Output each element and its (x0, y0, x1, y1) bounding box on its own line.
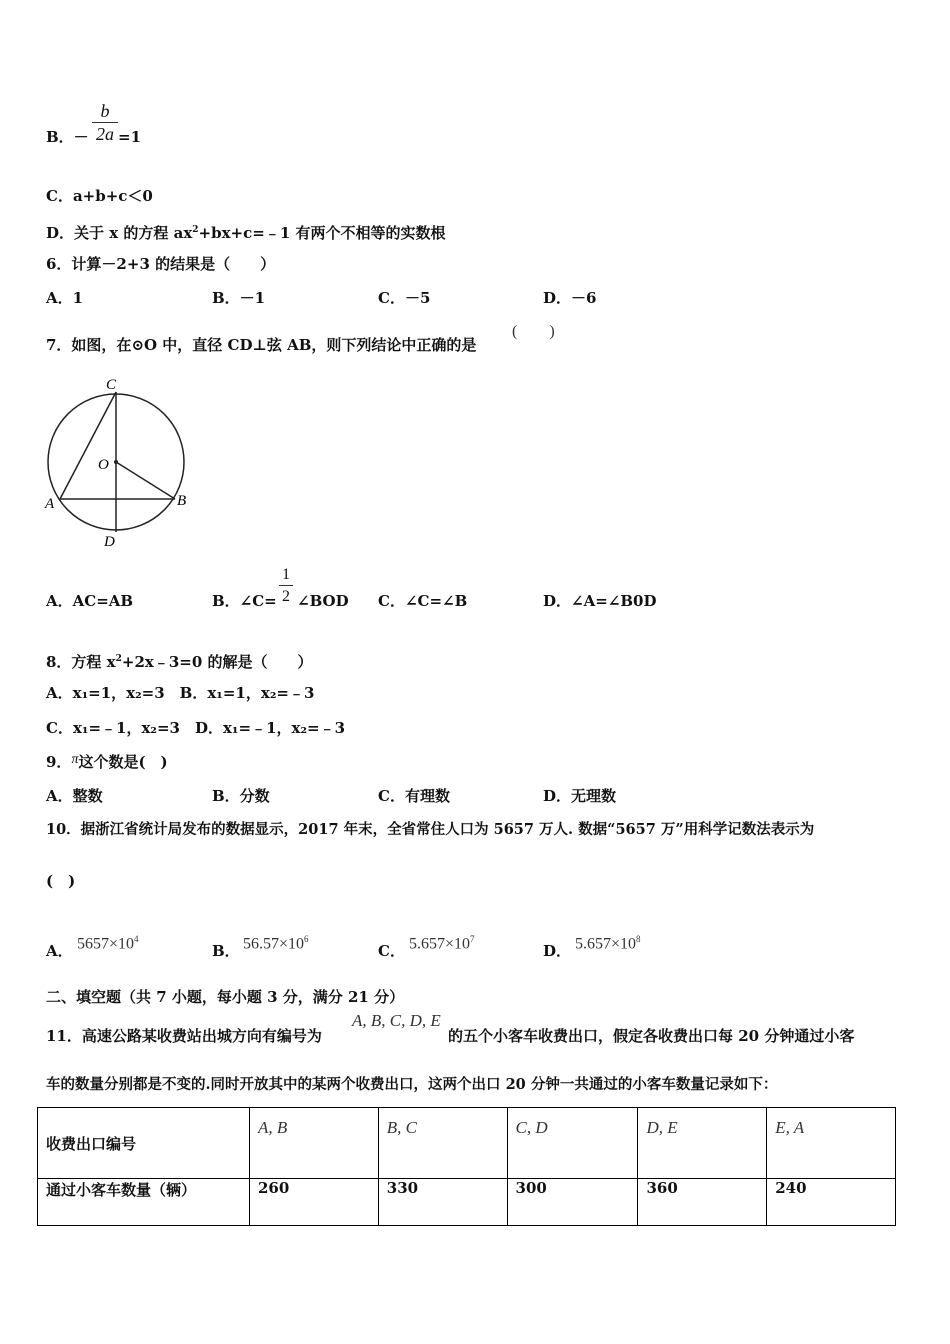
q10-option-b-value (243, 929, 309, 954)
q10-option-c-value (409, 929, 475, 954)
q10-option-a-value (77, 929, 139, 954)
pair-de: D, E (646, 1118, 678, 1137)
q8-stem (46, 649, 313, 672)
q7-option-b: B．∠C= (212, 592, 277, 610)
q10-option-a-exp: 4 (134, 934, 139, 944)
q9-option-a: A．整数 (46, 787, 103, 805)
label-c: C (106, 377, 117, 393)
q10-option-c-exp: 7 (470, 934, 475, 944)
label-d: D (104, 534, 115, 550)
q5-option-d-sup: 2 (192, 225, 199, 235)
q5-fraction-denominator: 2a (96, 124, 114, 144)
q5-option-c: C．a+b+c＜0 (46, 187, 153, 205)
table-cell (638, 1108, 767, 1179)
table-value: 360 (638, 1179, 767, 1226)
q6-option-b: B．－1 (212, 289, 266, 307)
q10-option-d-value (575, 929, 641, 954)
q11-stem-pre: 11．高速公路某收费站出城方向有编号为 (46, 1027, 322, 1045)
q7-fraction-denominator: 2 (282, 588, 290, 605)
q10-option-a-base: 5657×10 (77, 935, 135, 953)
pair-ab: A, B (258, 1118, 288, 1137)
segment-ac (60, 392, 116, 499)
table-value: 300 (507, 1179, 638, 1226)
q6-option-c: C．－5 (378, 289, 431, 307)
center-point (114, 460, 118, 464)
pair-ea: E, A (775, 1118, 805, 1137)
table-row (38, 1179, 896, 1226)
q10-option-d-base: 5.657×10 (575, 935, 637, 953)
table-cell (378, 1108, 507, 1179)
q7-option-d: D．∠A=∠B0D (543, 592, 657, 610)
q5-option-b-tail: =1 (118, 128, 142, 146)
circle-diagram (40, 372, 200, 552)
pi-symbol: π (71, 752, 79, 767)
q11-stem-line2: 车的数量分别都是不变的.同时开放其中的某两个收费出口，这两个出口 20 分钟一共通过的小客车数量记录如下： (46, 1076, 778, 1093)
q7-stem: 7．如图，在⊙O 中，直径 CD⊥弦 AB，则下列结论中正确的是 (46, 336, 477, 354)
q8-stem-pre: 8．方程 x (46, 653, 116, 671)
q9-option-c: C．有理数 (378, 787, 450, 805)
label-o: O (98, 457, 109, 473)
q10-paren: ( ) (46, 872, 76, 890)
q9-option-d: D．无理数 (543, 787, 617, 805)
q10-option-d-exp: 8 (636, 934, 641, 944)
q6-option-d: D．－6 (543, 289, 597, 307)
q7-fraction (279, 566, 293, 607)
q10-option-b-exp: 6 (304, 934, 309, 944)
q10-option-a-label: A． (46, 942, 73, 960)
fraction-bar (92, 122, 118, 123)
q8-stem-sup: 2 (115, 654, 122, 664)
q10-stem: 10．据浙江省统计局发布的数据显示，2017 年末，全省常住人口为 5657 万人. 数据“5657 万”用科学记数法表示为 (46, 821, 815, 838)
q9-number: 9． (46, 753, 72, 771)
label-a: A (45, 496, 55, 512)
q11-stem-post: 的五个小客车收费出口，假定各收费出口每 20 分钟通过小客 (448, 1027, 855, 1045)
q7-option-a: A．AC=AB (46, 592, 134, 610)
q8-options-row2: C．x₁=﹣1，x₂=3 D．x₁=﹣1，x₂=﹣3 (46, 719, 346, 737)
table-cell (250, 1108, 379, 1179)
q10-option-d-label: D． (543, 942, 572, 960)
q7-option-b-post: ∠BOD (297, 592, 349, 610)
label-b: B (177, 493, 187, 509)
table-value: 260 (250, 1179, 379, 1226)
q5-fraction-numerator: b (100, 101, 110, 121)
q9-stem-text: 这个数是( ) (78, 753, 168, 771)
q5-option-b (46, 127, 89, 147)
q6-stem: 6．计算－2+3 的结果是（ ） (46, 255, 276, 273)
q5-option-d-pre: D．关于 x 的方程 ax (46, 224, 193, 242)
table-value: 330 (378, 1179, 507, 1226)
section-title: 二、填空题（共 7 小题，每小题 3 分，满分 21 分） (46, 988, 405, 1006)
pair-bc: B, C (386, 1118, 417, 1137)
q8-options-row1: A．x₁=1，x₂=3 B．x₁=1，x₂=﹣3 (46, 684, 315, 702)
toll-table (37, 1107, 896, 1226)
q10-option-b-label: B． (212, 942, 240, 960)
segment-ob (116, 462, 175, 499)
q10-option-c-label: C． (378, 942, 405, 960)
q7-fraction-numerator: 1 (282, 566, 290, 583)
pair-cd: C, D (515, 1118, 548, 1137)
table-row (38, 1108, 896, 1179)
q5-option-d-post: +bx+c=﹣1 有两个不相等的实数根 (198, 224, 446, 242)
table-value: 240 (767, 1179, 896, 1226)
table-header-label: 收费出口编号 (38, 1108, 250, 1179)
table-cell (507, 1108, 638, 1179)
q11-letters: A, B, C, D, E (352, 1011, 441, 1030)
q10-option-c-base: 5.657×10 (409, 935, 471, 953)
q9-stem (46, 752, 168, 774)
table-cell (767, 1108, 896, 1179)
q5-fraction (92, 101, 118, 144)
q7-option-c: C．∠C=∠B (378, 592, 468, 610)
q7-paren: ( ) (512, 323, 555, 340)
q10-option-b-base: 56.57×10 (243, 935, 305, 953)
q6-option-a: A．1 (46, 289, 84, 307)
q5-option-b-label: B．－ (46, 128, 89, 146)
q8-stem-post: +2x﹣3=0 的解是（ ） (121, 653, 313, 671)
q9-option-b: B．分数 (212, 787, 270, 805)
fraction-bar (279, 585, 293, 586)
q5-option-d (46, 220, 445, 243)
table-row-label: 通过小客车数量（辆） (38, 1179, 250, 1226)
